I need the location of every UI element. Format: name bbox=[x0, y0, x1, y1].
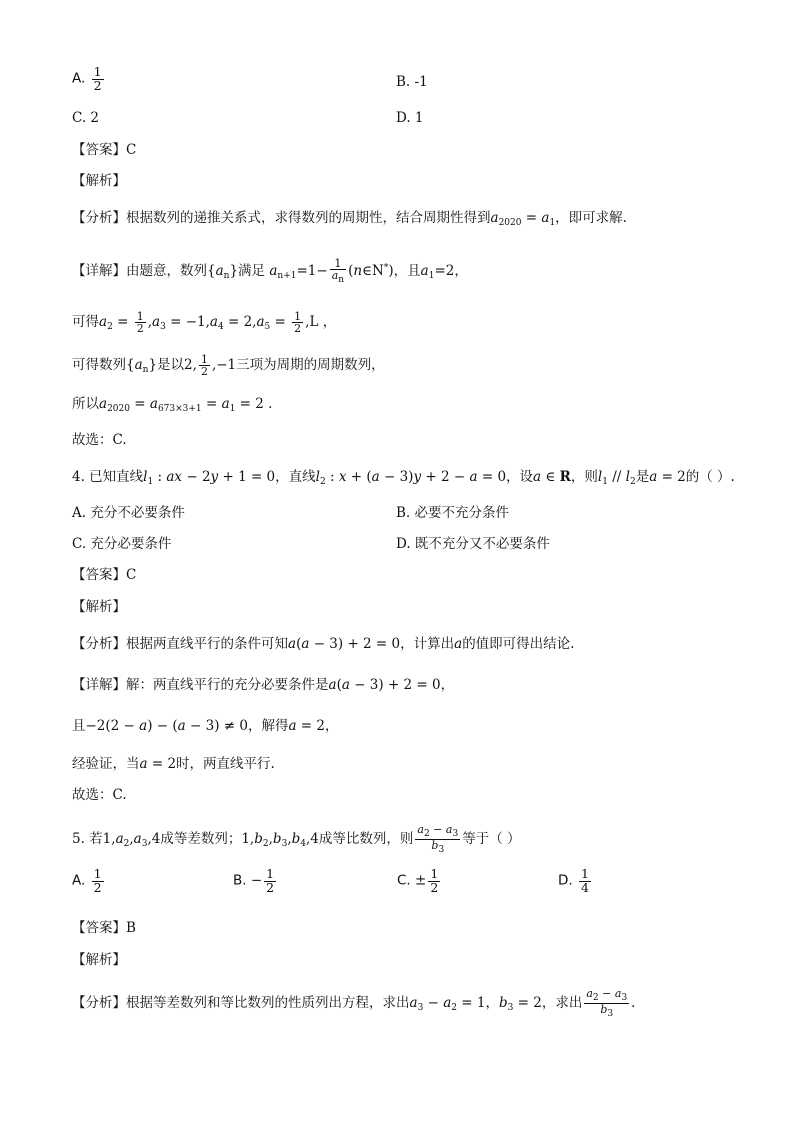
fraction: $\frac{1}{4}$ bbox=[580, 866, 589, 895]
q4-line-qie: 且−2(2 − a) − (a − 3) ≠ 0，解得a = 2， bbox=[72, 718, 339, 734]
q5-option-d: D. $\frac{1}{4}$ bbox=[558, 866, 589, 895]
q4-answer: 【答案】C bbox=[72, 567, 137, 583]
fraction: $\frac{1}{2}$ bbox=[266, 866, 275, 895]
q3-option-b: B. -1 bbox=[396, 74, 428, 90]
fraction: $\frac{1}{2}$ bbox=[93, 64, 102, 93]
q5-option-c: C. ± $\frac{1}{2}$ bbox=[397, 866, 439, 895]
q4-option-b: B. 必要不充分条件 bbox=[396, 505, 510, 521]
q3-analysis-title: 【解析】 bbox=[72, 173, 126, 189]
q4-line-yanzheng: 经验证，当a = 2时，两直线平行. bbox=[72, 756, 275, 772]
q3-line-kede: 可得$a_2$ = $\frac{1}{2}$ $,a_3 = -1,a_4 = 2,a_5$ = $\frac{1}{2}$ ,L ， bbox=[72, 310, 337, 335]
q4-option-d: D. 既不充分又不必要条件 bbox=[396, 536, 550, 552]
q4-xiangjie: 【详解】解：两直线平行的充分必要条件是a(a − 3) + 2 = 0， bbox=[72, 677, 455, 693]
q3-line-suoyi: 所以$a_{2020} = a_{673\times 3+1} = a_1 = 2$ . bbox=[72, 396, 273, 414]
q5-stem: 5. 若$1,a_2,a_3,4$成等差数列；$1,b_2,b_3,b_4,4$成等比数列，则 $\frac{a_2 - a_3}{b_3}$ 等于（ ） bbox=[72, 823, 521, 855]
q4-analysis-title: 【解析】 bbox=[72, 599, 126, 615]
q4-guxuan: 故选：C. bbox=[72, 787, 127, 803]
q3-guxuan: 故选：C. bbox=[72, 432, 127, 448]
q5-answer: 【答案】B bbox=[72, 920, 136, 936]
q3-fenxi: 【分析】根据数列的递推关系式，求得数列的周期性，结合周期性得到$a_{2020} = a_1$，即可求解. bbox=[72, 210, 627, 228]
option-label: A. bbox=[72, 70, 86, 87]
q5-option-a: A. $\frac{1}{2}$ bbox=[72, 866, 102, 895]
q3-answer: 【答案】C bbox=[72, 142, 137, 158]
q4-option-a: A. 充分不必要条件 bbox=[72, 505, 185, 521]
q3-option-d: D. 1 bbox=[396, 110, 424, 126]
q3-line-zhouqi: 可得数列$\{a_n\}$是以2, $\frac{1}{2}$ ,−1三项为周期的周期数列， bbox=[72, 353, 385, 378]
q5-option-b: B. − $\frac{1}{2}$ bbox=[233, 866, 275, 895]
fraction: $\frac{1}{2}$ bbox=[93, 866, 102, 895]
q3-option-a bbox=[72, 66, 106, 92]
q4-stem: 4. 已知直线$l_1$ : ax − 2y + 1 = 0，直线$l_2$ : x + (a − 3)y + 2 − a = 0，设a ∈ R，则$l_1 // l_2$是a = 2的（ ）. bbox=[72, 469, 735, 487]
q4-option-c: C. 充分必要条件 bbox=[72, 536, 172, 552]
q5-fenxi: 【分析】根据等差数列和等比数列的性质列出方程，求出$a_3 - a_2 = 1$，$b_3 = 2$，求出 $\frac{a_2 - a_3}{b_3}$ . bbox=[72, 987, 636, 1019]
fraction: $\frac{1}{2}$ bbox=[430, 866, 439, 895]
q5-analysis-title: 【解析】 bbox=[72, 952, 126, 968]
q4-fenxi: 【分析】根据两直线平行的条件可知a(a − 3) + 2 = 0，计算出a的值即可得出结论. bbox=[72, 636, 575, 652]
q3-option-c: C. 2 bbox=[72, 110, 100, 126]
q3-xiangjie: 【详解】由题意，数列$\{a_n\}$满足 $a_{n+1}=1-$ $\frac{1}{a_n}$ (n∈N*)，且$a_1=2$， bbox=[72, 257, 468, 285]
